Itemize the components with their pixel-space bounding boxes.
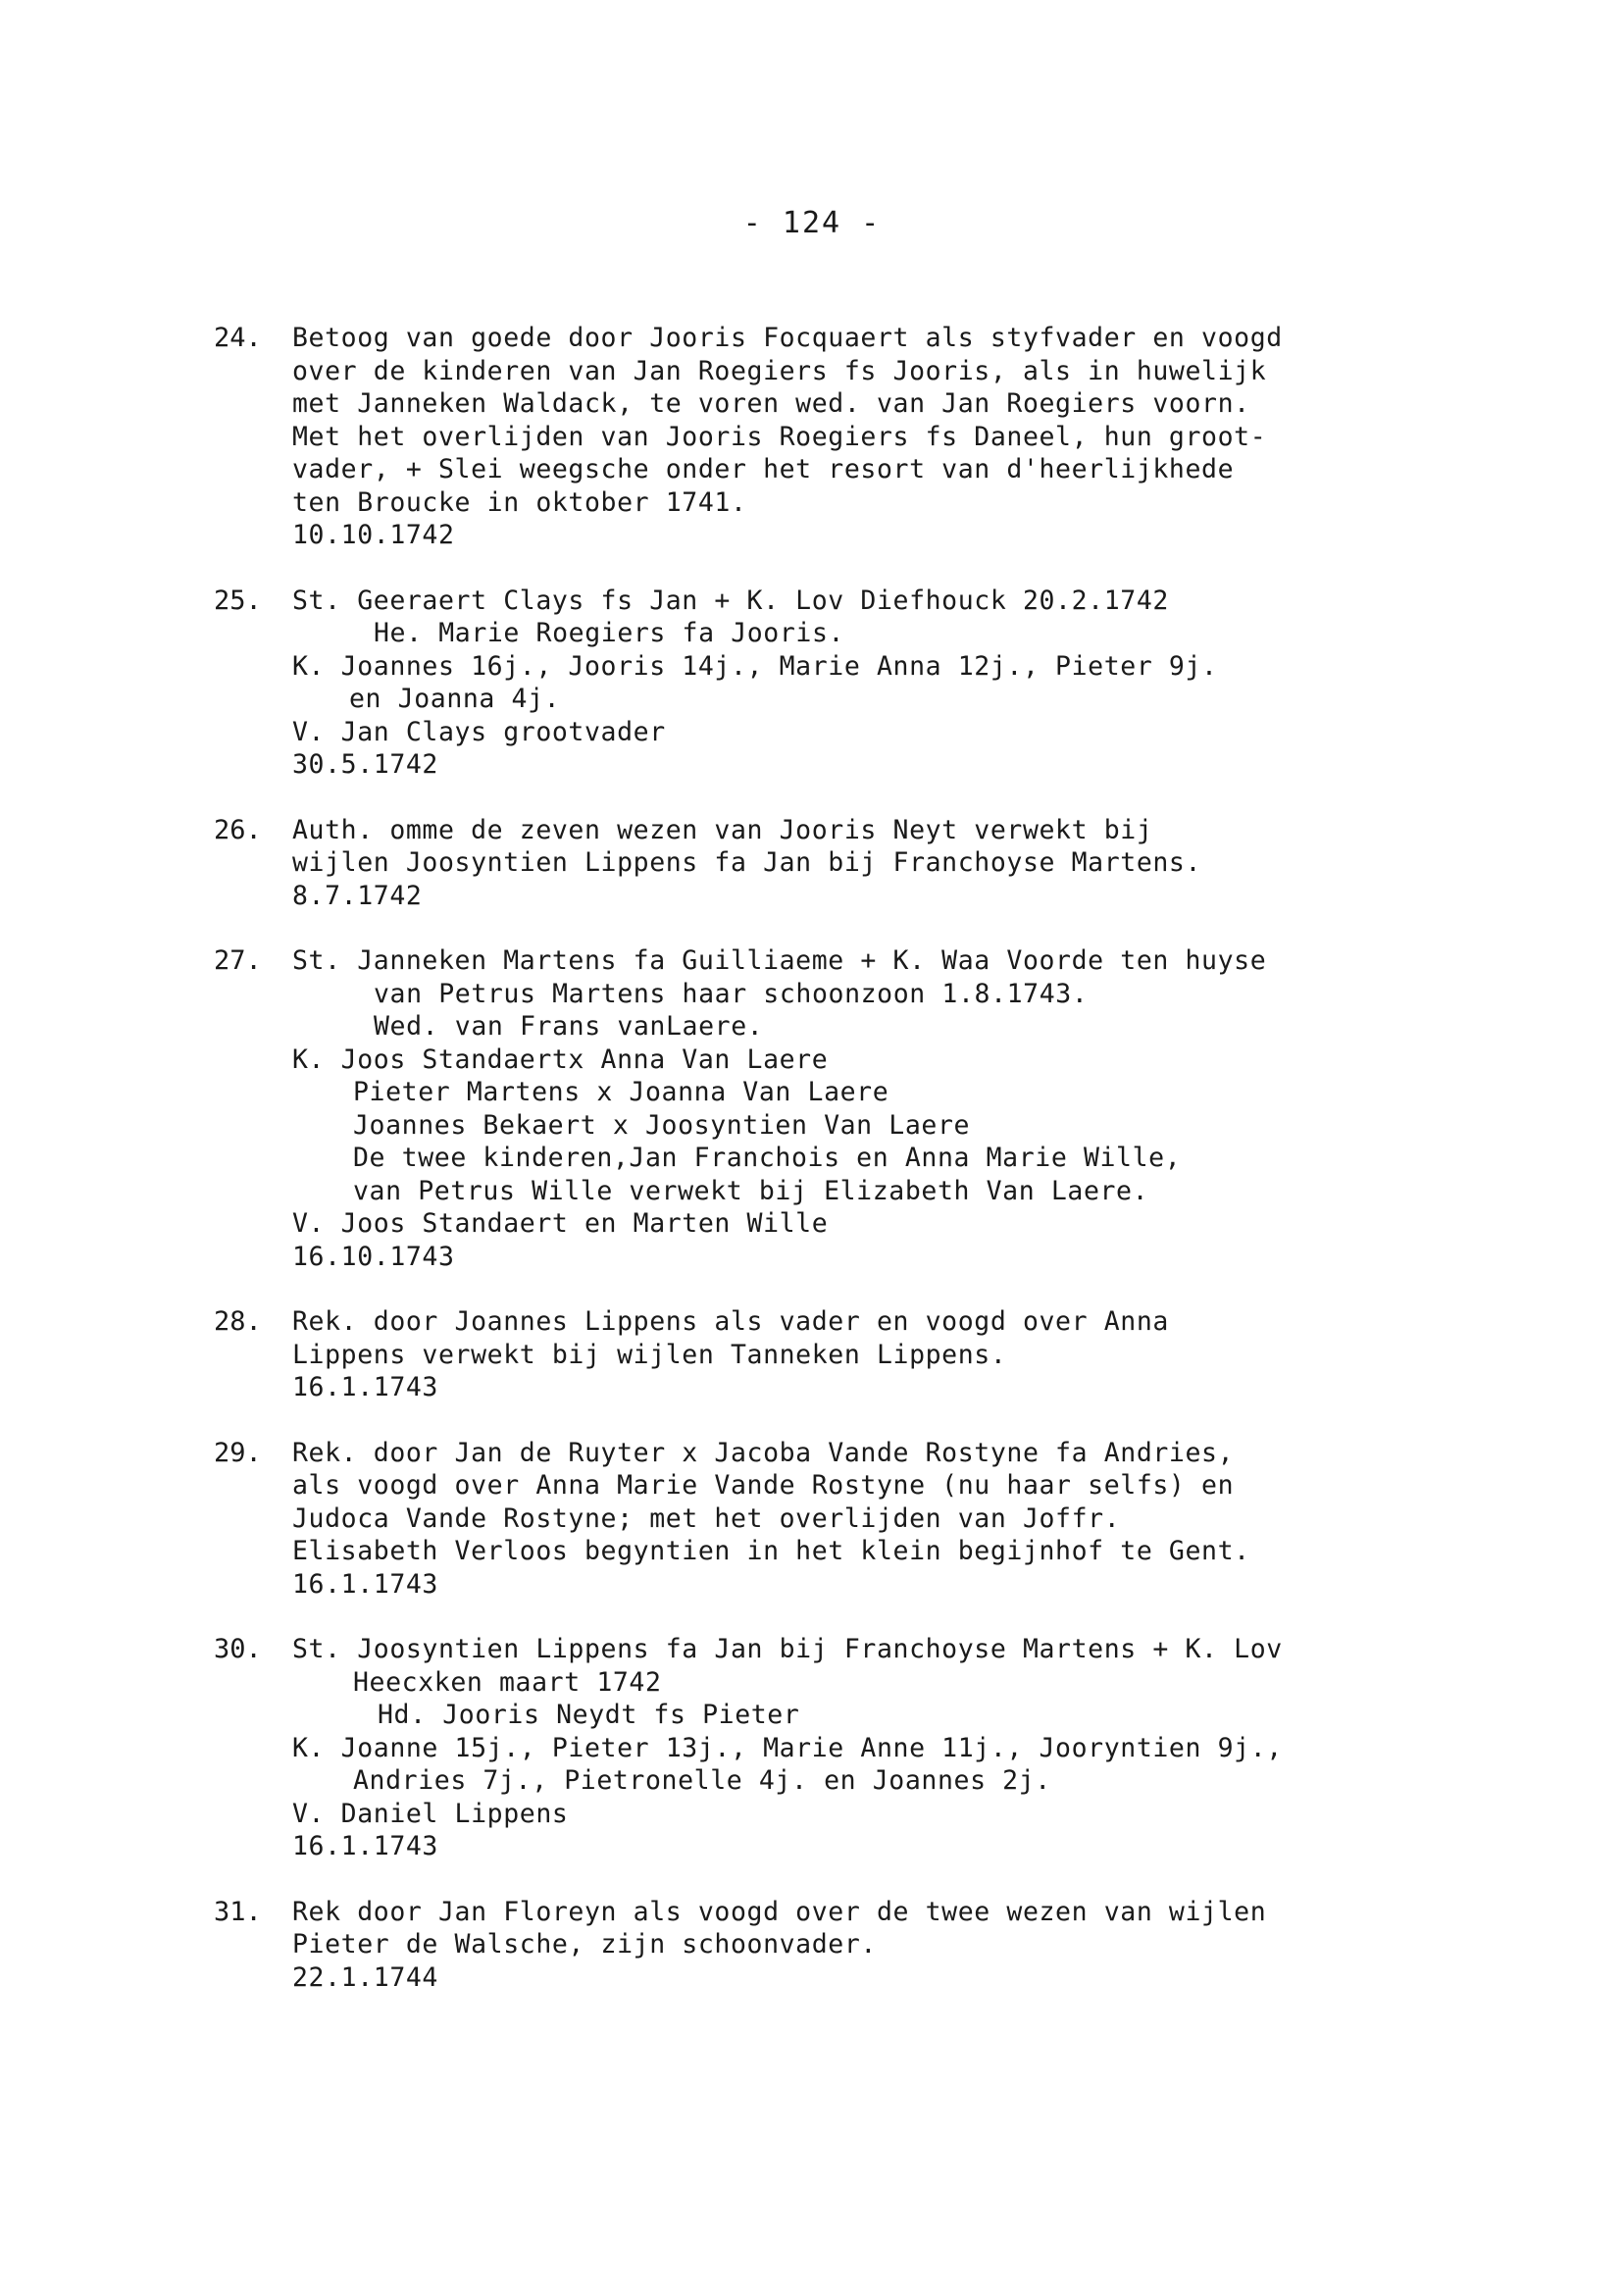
entry-line: 8.7.1742 — [292, 880, 423, 911]
entry-line: over de kinderen van Jan Roegiers fs Jooris, als in huwelijk — [292, 355, 1267, 386]
entry-line: Rek. door Jan de Ruyter x Jacoba Vande Rostyne fa Andries, — [292, 1437, 1235, 1468]
entry-line: 16.1.1743 — [292, 1372, 438, 1402]
entry-number: 25. — [214, 585, 262, 616]
entry-line: St. Janneken Martens fa Guilliaeme + K. Waa Voorde ten huyse — [292, 945, 1267, 976]
entry-number: 28. — [214, 1306, 262, 1337]
entry-line: St. Joosyntien Lippens fa Jan bij Franchoyse Martens + K. Lov — [292, 1634, 1283, 1664]
entry-line: K. Joos Standaertx Anna Van Laere — [292, 1044, 829, 1075]
entry-line: Lippens verwekt bij wijlen Tanneken Lippens. — [292, 1339, 1007, 1370]
list-item — [214, 322, 1538, 552]
entry-line: 16.1.1743 — [292, 1568, 438, 1600]
entry-line: en Joanna 4j. — [349, 684, 561, 714]
entry-line: Pieter Martens x Joanna Van Laere — [353, 1077, 889, 1107]
entry-body — [292, 814, 1538, 913]
entry-line: van Petrus Wille verwekt bij Elizabeth Van Laere. — [353, 1175, 1149, 1206]
list-item — [214, 585, 1538, 782]
entry-line: St. Geeraert Clays fs Jan + K. Lov Diefhouck 20.2.1742 — [292, 585, 1169, 616]
list-item — [214, 814, 1538, 913]
entry-line: Pieter de Walsche, zijn schoonvader. — [292, 1929, 877, 1960]
entry-body — [292, 1305, 1538, 1404]
list-item — [214, 944, 1538, 1273]
list-item — [214, 1896, 1538, 1995]
list-item — [214, 1437, 1538, 1602]
list-item — [214, 1305, 1538, 1404]
entry-line: 16.1.1743 — [292, 1831, 438, 1861]
entry-number: 27. — [214, 945, 262, 976]
entry-line: Rek. door Joannes Lippens als vader en voogd over Anna — [292, 1306, 1169, 1337]
entry-line: Judoca Vande Rostyne; met het overlijden van Joffr. — [292, 1502, 1121, 1534]
entry-line: 30.5.1742 — [292, 749, 438, 780]
entry-line: Andries 7j., Pietronelle 4j. en Joannes 2j. — [353, 1765, 1051, 1796]
entry-number: 31. — [214, 1896, 262, 1927]
entry-list — [214, 322, 1538, 2026]
entry-line: Hd. Jooris Neydt fs Pieter — [378, 1700, 800, 1730]
entry-line: vader, + Slei weegsche onder het resort van d'heerlijkhede — [292, 454, 1235, 484]
entry-line: Heecxken maart 1742 — [353, 1666, 662, 1698]
entry-number: 29. — [214, 1437, 262, 1468]
entry-line: Auth. omme de zeven wezen van Jooris Neyt verwekt bij — [292, 814, 1153, 845]
entry-number: 30. — [214, 1634, 262, 1664]
entry-line: K. Joannes 16j., Jooris 14j., Marie Anna 12j., Pieter 9j. — [292, 650, 1218, 682]
entry-line: 22.1.1744 — [292, 1961, 438, 1993]
list-item — [214, 1633, 1538, 1863]
entry-line: Met het overlijden van Jooris Roegiers fs Daneel, hun groot- — [292, 421, 1267, 452]
entry-line: Wed. van Frans vanLaere. — [374, 1011, 764, 1042]
entry-line: Joannes Bekaert x Joosyntien Van Laere — [353, 1109, 971, 1141]
entry-line: 10.10.1742 — [292, 520, 455, 550]
entry-line: V. Daniel Lippens — [292, 1798, 569, 1829]
entry-line: V. Joos Standaert en Marten Wille — [292, 1208, 829, 1239]
entry-line: V. Jan Clays grootvader — [292, 716, 666, 747]
entry-line: He. Marie Roegiers fa Jooris. — [374, 618, 845, 648]
entry-line: wijlen Joosyntien Lippens fa Jan bij Franchoyse Martens. — [292, 847, 1202, 878]
entry-line: 16.10.1743 — [292, 1241, 455, 1272]
entry-body — [292, 1633, 1538, 1863]
entry-body — [292, 1437, 1538, 1602]
entry-line: van Petrus Martens haar schoonzoon 1.8.1743. — [374, 978, 1089, 1009]
entry-body — [292, 322, 1538, 552]
entry-line: met Janneken Waldack, te voren wed. van Jan Roegiers voorn. — [292, 388, 1250, 419]
entry-line: Rek door Jan Floreyn als voogd over de twee wezen van wijlen — [292, 1896, 1267, 1927]
entry-line: als voogd over Anna Marie Vande Rostyne (nu haar selfs) en — [292, 1470, 1235, 1501]
entry-line: ten Broucke in oktober 1741. — [292, 486, 747, 518]
entry-line: Betoog van goede door Jooris Focquaert als styfvader en voogd — [292, 323, 1283, 353]
entry-line: K. Joanne 15j., Pieter 13j., Marie Anne 11j., Jooryntien 9j., — [292, 1732, 1283, 1763]
entry-number: 24. — [214, 323, 262, 353]
entry-body — [292, 585, 1538, 782]
page-number: - 124 - — [742, 206, 882, 240]
entry-number: 26. — [214, 814, 262, 845]
entry-body — [292, 944, 1538, 1273]
entry-line: De twee kinderen,Jan Franchois en Anna Marie Wille, — [353, 1143, 1182, 1173]
entry-body — [292, 1896, 1538, 1995]
entry-line: Elisabeth Verloos begyntien in het klein begijnhof te Gent. — [292, 1536, 1250, 1566]
